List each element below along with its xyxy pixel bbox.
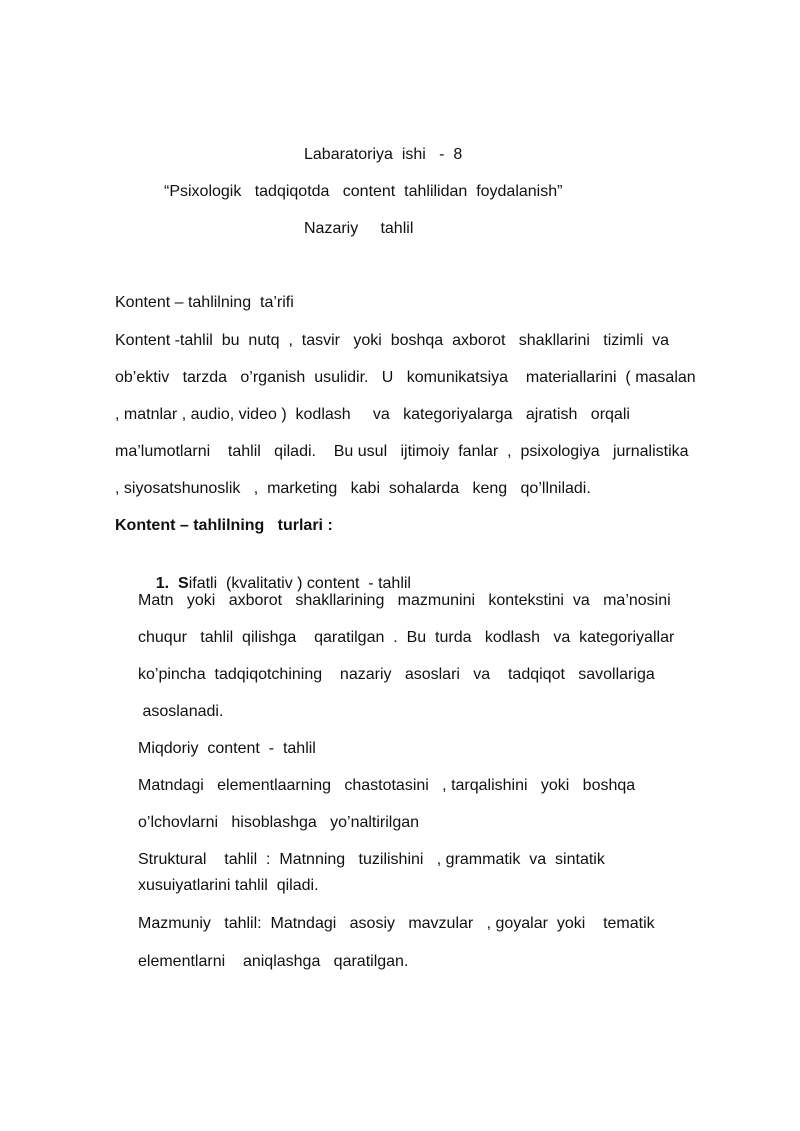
subtitle: Nazariy tahlil [304,220,414,237]
topic-title: “Psixologik tadqiqotda content tahlilidan foydalanish” [164,183,563,200]
semantic-line: elementlarni aniqlashga qaratilgan. [138,953,409,970]
quantitative-line: Matndagi elementlaarning chastotasini , tarqalishini yoki boshqa [138,777,636,794]
qualitative-line: Matn yoki axborot shakllarining mazmunini kontekstini va ma’nosini [138,592,671,609]
list-item-label: ifatli (kvalitativ ) content - tahlil [188,575,411,592]
qualitative-line: asoslanadi. [138,703,224,720]
types-heading: Kontent – tahlilning turlari : [115,517,333,534]
lab-title: Labaratoriya ishi - 8 [304,146,463,163]
first-letter: S [178,575,189,592]
qualitative-line: ko’pincha tadqiqotchining nazariy asoslari va tadqiqot savollariga [138,666,655,683]
structural-line: xusuiyatlarini tahlil qiladi. [138,877,319,894]
definition-line: , matnlar , audio, video ) kodlash va kategoriyalarga ajratish orqali [115,406,630,423]
list-number: 1. [155,575,170,592]
structural-line: Struktural tahlil : Matnning tuzilishini , grammatik va sintatik [138,851,605,868]
quantitative-heading: Miqdoriy content - tahlil [138,740,316,757]
definition-line: , siyosatshunoslik , marketing kabi sohalarda keng qo’llniladi. [115,480,591,497]
definition-line: Kontent -tahlil bu nutq , tasvir yoki boshqa axborot shakllarini tizimli va [115,332,670,349]
quantitative-line: o’lchovlarni hisoblashga yo’naltirilgan [138,814,420,831]
definition-heading: Kontent – tahlilning ta’rifi [115,294,294,311]
semantic-line: Mazmuniy tahlil: Matndagi asosiy mavzular , goyalar yoki tematik [138,915,655,932]
definition-line: ma’lumotlarni tahlil qiladi. Bu usul ijtimoiy fanlar , psixologiya jurnalistika [115,443,689,460]
definition-line: ob’ektiv tarzda o’rganish usulidir. U komunikatsiya materiallarini ( masalan [115,369,696,386]
qualitative-line: chuqur tahlil qilishga qaratilgan . Bu turda kodlash va kategoriyallar [138,629,675,646]
